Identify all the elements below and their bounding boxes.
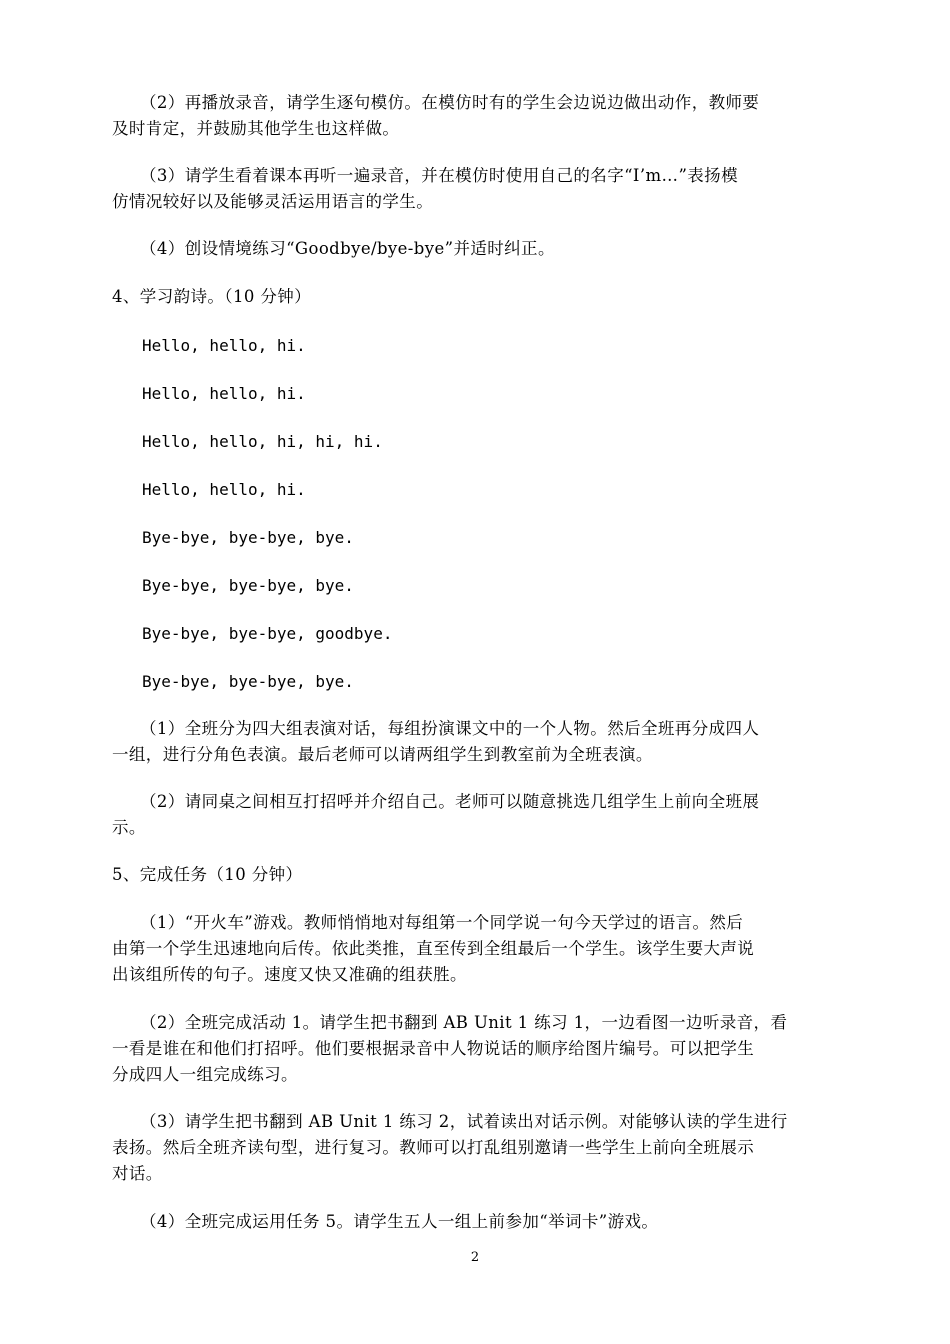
poem-line: Hello, hello, hi. (142, 480, 306, 499)
paragraph-line: 仿情况较好以及能够灵活运用语言的学生。 (112, 192, 434, 211)
paragraph-line: （4）创设情境练习“Goodbye/bye-bye”并适时纠正。 (140, 239, 555, 258)
paragraph-line: （4）全班完成运用任务 5。请学生五人一组上前参加“举词卡”游戏。 (140, 1212, 659, 1231)
poem-line: Hello, hello, hi. (142, 384, 306, 403)
paragraph-line: 分成四人一组完成练习。 (112, 1065, 298, 1084)
paragraph-line: （3）请学生看着课本再听一遍录音，并在模仿时使用自己的名字“I’m…”表扬模 (140, 166, 738, 185)
paragraph-line: 表扬。然后全班齐读句型，进行复习。教师可以打乱组别邀请一些学生上前向全班展示 (112, 1138, 755, 1157)
paragraph-line: 一组，进行分角色表演。最后老师可以请两组学生到教室前为全班表演。 (112, 745, 653, 764)
paragraph-line: 一看是谁在和他们打招呼。他们要根据录音中人物说话的顺序给图片编号。可以把学生 (112, 1039, 755, 1058)
page-number: 2 (470, 1250, 480, 1265)
section-heading: 4、学习韵诗。（10 分钟） (112, 287, 312, 306)
paragraph-line: （2）全班完成活动 1。请学生把书翻到 AB Unit 1 练习 1，一边看图一边听录音，看 (140, 1013, 788, 1032)
poem-line: Bye-bye, bye-bye, bye. (142, 672, 354, 691)
poem-line: Bye-bye, bye-bye, bye. (142, 576, 354, 595)
paragraph-line: 及时肯定，并鼓励其他学生也这样做。 (112, 119, 400, 138)
paragraph-line: 对话。 (112, 1164, 163, 1183)
paragraph-line: （3）请学生把书翻到 AB Unit 1 练习 2，试着读出对话示例。对能够认读的学生进行 (140, 1112, 788, 1131)
section-heading: 5、完成任务（10 分钟） (112, 865, 303, 884)
poem-line: Bye-bye, bye-bye, bye. (142, 528, 354, 547)
paragraph-line: 由第一个学生迅速地向后传。依此类推，直至传到全组最后一个学生。该学生要大声说 (112, 939, 755, 958)
paragraph-line: （2）再播放录音，请学生逐句模仿。在模仿时有的学生会边说边做出动作，教师要 (140, 93, 760, 112)
paragraph-line: （1）“开火车”游戏。教师悄悄地对每组第一个同学说一句今天学过的语言。然后 (140, 913, 744, 932)
poem-line: Hello, hello, hi. (142, 336, 306, 355)
paragraph-line: （1）全班分为四大组表演对话，每组扮演课文中的一个人物。然后全班再分成四人 (140, 719, 760, 738)
paragraph-line: 出该组所传的句子。速度又快又准确的组获胜。 (112, 965, 467, 984)
poem-line: Hello, hello, hi, hi, hi. (142, 432, 383, 451)
paragraph-line: （2）请同桌之间相互打招呼并介绍自己。老师可以随意挑选几组学生上前向全班展 (140, 792, 760, 811)
paragraph-line: 示。 (112, 818, 146, 837)
poem-line: Bye-bye, bye-bye, goodbye. (142, 624, 393, 643)
